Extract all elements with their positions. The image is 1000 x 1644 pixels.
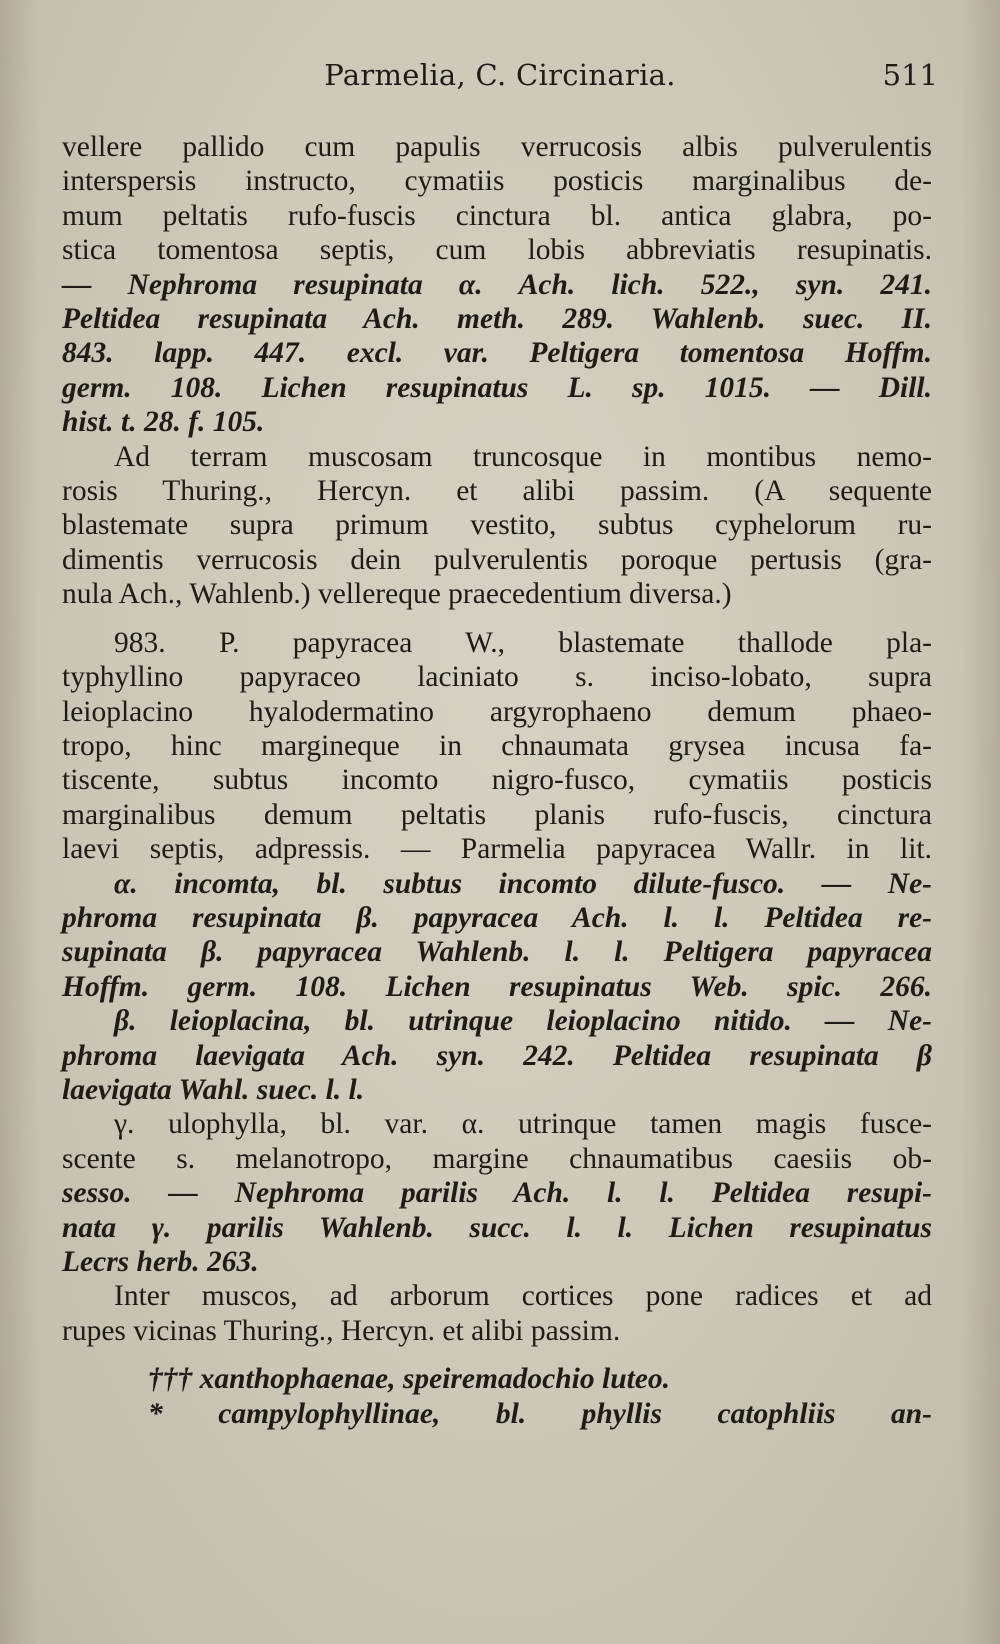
text-line: tiscente, subtus incomto nigro-fusco, cymatiis posticis	[62, 764, 932, 797]
text-line: typhyllino papyraceo laciniato s. inciso-lobato, supra	[62, 661, 932, 694]
text-line: 843. lapp. 447. excl. var. Peltigera tomentosa Hoffm.	[62, 337, 932, 370]
text-line: Peltidea resupinata Ach. meth. 289. Wahlenb. suec. II.	[62, 303, 932, 336]
paragraph-gap	[62, 1348, 932, 1362]
right-edge-shadow	[960, 0, 1000, 1644]
left-edge-shadow	[0, 0, 40, 1644]
variety-line: α. incomta, bl. subtus incomto dilute-fusco. — Ne-	[114, 867, 932, 900]
variety-line: γ. ulophylla, bl. var. α. utrinque tamen magis fusce-	[114, 1108, 932, 1141]
section-heading-line: ††† xanthophaenae, speiremadochio luteo.	[148, 1363, 671, 1396]
paragraph-gap	[62, 612, 932, 626]
text-line: tropo, hinc margineque in chnaumata grysea incusa fa-	[62, 729, 932, 762]
variety-line: β. leioplacina, bl. utrinque leioplacino nitido. — Ne-	[114, 1005, 932, 1038]
text-line: interspersis instructo, cymatiis posticis marginalibus de-	[62, 165, 932, 198]
text-line: nata γ. parilis Wahlenb. succ. l. l. Lichen resupinatus	[62, 1211, 932, 1244]
text-line: laevigata Wahl. suec. l. l.	[62, 1073, 365, 1106]
text-line: dimentis verrucosis dein pulverulentis poroque pertusis (gra-	[62, 543, 932, 576]
text-line: nula Ach., Wahlenb.) vellereque praecedentium diversa.)	[62, 578, 732, 611]
text-line: rupes vicinas Thuring., Hercyn. et alibi passim.	[62, 1314, 621, 1347]
page-number: 511	[882, 58, 938, 92]
text-line: blastemate supra primum vestito, subtus cyphelorum ru-	[62, 509, 932, 542]
text-line: laevi septis, adpressis. — Parmelia papyracea Wallr. in lit.	[62, 833, 932, 866]
page-header	[62, 58, 938, 98]
text-line: Hoffm. germ. 108. Lichen resupinatus Web. spic. 266.	[62, 970, 932, 1003]
subsection-heading-line: * campylophyllinae, bl. phyllis catophliis an-	[148, 1397, 932, 1430]
text-line: sesso. — Nephroma parilis Ach. l. l. Peltidea resupi-	[62, 1177, 932, 1210]
text-line: Lecrs herb. 263.	[62, 1246, 259, 1278]
text-line: hist. t. 28. f. 105.	[62, 406, 265, 439]
body-text	[62, 130, 932, 1431]
text-line: supinata β. papyracea Wahlenb. l. l. Peltigera papyracea	[62, 936, 932, 969]
text-line: mum peltatis rufo-fuscis cinctura bl. antica glabra, po-	[62, 199, 932, 232]
text-line: leioplacino hyalodermatino argyrophaeno demum phaeo-	[62, 695, 932, 728]
text-line: — Nephroma resupinata α. Ach. lich. 522., syn. 241.	[62, 268, 932, 301]
text-line: rosis Thuring., Hercyn. et alibi passim. (A sequente	[62, 475, 932, 508]
text-line: phroma resupinata β. papyracea Ach. l. l. Peltidea re-	[62, 901, 932, 934]
text-line: phroma laevigata Ach. syn. 242. Peltidea resupinata β	[62, 1039, 932, 1072]
text-line: Ad terram muscosam truncosque in montibus nemo-	[114, 440, 932, 473]
species-heading-line: 983. P. papyracea W., blastemate thallode pla-	[114, 626, 932, 659]
text-line: marginalibus demum peltatis planis rufo-fuscis, cinctura	[62, 798, 932, 831]
text-line: germ. 108. Lichen resupinatus L. sp. 1015. — Dill.	[62, 371, 932, 404]
text-line: vellere pallido cum papulis verrucosis albis pulverulentis	[62, 131, 932, 163]
text-line: Inter muscos, ad arborum cortices pone radices et ad	[114, 1280, 932, 1313]
text-line: stica tomentosa septis, cum lobis abbreviatis resupinatis.	[62, 234, 932, 267]
running-head: Parmelia, C. Circinaria.	[324, 58, 676, 92]
text-line: scente s. melanotropo, margine chnaumatibus caesiis ob-	[62, 1142, 932, 1175]
